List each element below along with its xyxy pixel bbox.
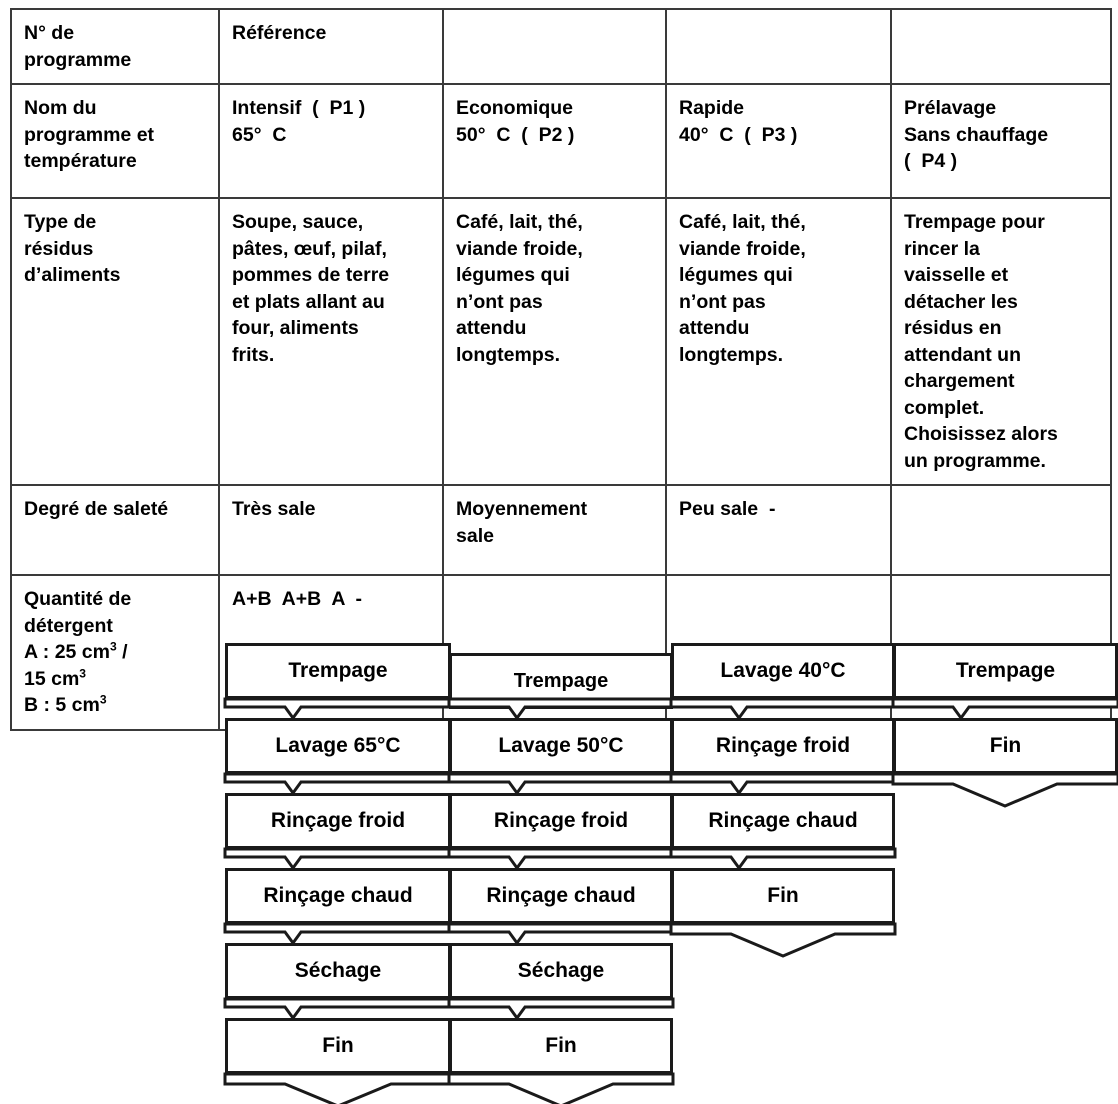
cell-p1-name [219, 84, 443, 198]
text-line-detergent-b [24, 692, 208, 719]
cell-header-empty-2 [666, 9, 891, 84]
flow-step-p1-6[interactable] [225, 1018, 451, 1074]
flow-arrow-p2-4 [449, 924, 673, 943]
flow-step-p1-1[interactable] [225, 643, 451, 699]
text-line: complet. [904, 396, 985, 419]
program-table [10, 8, 1112, 731]
text-line: Café, lait, thé, [679, 211, 806, 234]
detergent-a-value: A : 25 cm [24, 641, 110, 664]
text-line: 50° C ( P2 ) [456, 123, 575, 146]
text-line-detergent-a2 [24, 666, 208, 693]
text-line: rincer la [904, 237, 980, 260]
text-line: Soupe, sauce, [232, 211, 364, 234]
flow-step-label: Fin [989, 734, 1022, 758]
text-line: Prélavage [904, 97, 997, 120]
flow-step-label: Lavage 65°C [275, 734, 401, 758]
text-line: température [24, 150, 137, 173]
cell-header-empty-1 [443, 9, 666, 84]
cell-reference [219, 9, 443, 84]
cell-p2-name [443, 84, 666, 198]
text-line: détacher les [904, 290, 1018, 313]
table-row-dirtiness [11, 485, 1111, 575]
text-line: résidus en [904, 317, 1002, 340]
flow-arrow-p3-3 [671, 849, 895, 868]
flow-arrow-p1-2 [225, 774, 451, 793]
text-line: longtemps. [679, 343, 784, 366]
flow-step-label: Séchage [294, 959, 382, 983]
text-line: pâtes, œuf, pilaf, [232, 237, 387, 260]
flow-step-label: Rinçage chaud [708, 809, 858, 833]
flow-step-label: Trempage [955, 659, 1056, 683]
cell-programme-number [11, 9, 219, 84]
cell-label-residue-type [11, 198, 219, 485]
flow-step-p4-1[interactable] [893, 643, 1118, 699]
flow-step-label: Fin [322, 1034, 354, 1058]
cell-p3-dirtiness [666, 485, 891, 575]
detergent-a2-value: 15 cm [24, 667, 80, 690]
cell-label-program-name [11, 84, 219, 198]
cube-exponent: 3 [109, 639, 117, 654]
text-line: et plats allant au [232, 290, 385, 313]
flow-step-p2-2[interactable] [449, 718, 673, 774]
detergent-b-value: B : 5 cm [24, 694, 100, 717]
flow-arrow-p2-1 [449, 699, 673, 718]
flow-step-p2-6[interactable] [449, 1018, 673, 1074]
flow-step-label: Lavage 40°C [720, 659, 846, 683]
text-line: Sans chauffage [904, 123, 1049, 146]
flow-arrow-p1-3 [225, 849, 451, 868]
flow-step-p3-2[interactable] [671, 718, 895, 774]
text-line: Intensif ( P1 ) [232, 97, 366, 120]
cell-p3-name [666, 84, 891, 198]
text-line: attendant un [904, 343, 1021, 366]
text-line: A+B A+B A - [232, 588, 363, 611]
text-line: Type de [24, 211, 97, 234]
text-line: Economique [456, 97, 574, 120]
text-line-detergent-a [24, 639, 208, 666]
text-line: un programme. [904, 449, 1046, 472]
flow-step-label: Rinçage froid [493, 809, 629, 833]
text-line: attendu [679, 317, 750, 340]
text-line: programme et [24, 123, 155, 146]
flow-step-p1-2[interactable] [225, 718, 451, 774]
text-line: programme [24, 48, 132, 71]
flow-arrow-p2-end [449, 1074, 673, 1104]
flow-arrow-p2-2 [449, 774, 673, 793]
detergent-a-suffix: / [116, 641, 128, 664]
text-line: n’ont pas [679, 290, 766, 313]
text-line: chargement [904, 370, 1015, 393]
text-line: Peu sale - [679, 498, 776, 521]
text-line: frits. [232, 343, 275, 366]
flow-step-p1-3[interactable] [225, 793, 451, 849]
text-line: Très sale [232, 498, 316, 521]
text-line: Choisissez alors [904, 423, 1058, 446]
flow-step-p4-2[interactable] [893, 718, 1118, 774]
cell-p2-residue [443, 198, 666, 485]
text-line: Café, lait, thé, [456, 211, 583, 234]
flow-arrow-p4-1 [893, 699, 1118, 718]
flow-step-label: Rinçage chaud [263, 884, 413, 908]
flow-arrow-p3-2 [671, 774, 895, 793]
flow-step-p3-3[interactable] [671, 793, 895, 849]
text-line: légumes qui [679, 264, 793, 287]
text-line: Rapide [679, 97, 745, 120]
text-line: Référence [232, 22, 327, 44]
flow-step-label: Rinçage chaud [486, 884, 636, 908]
flow-step-label: Rinçage froid [270, 809, 406, 833]
text-line: pommes de terre [232, 264, 390, 287]
text-line: d’aliments [24, 264, 121, 287]
cell-p4-dirtiness [891, 485, 1111, 575]
flow-step-label: Fin [767, 884, 799, 908]
flow-arrow-p2-5 [449, 999, 673, 1018]
cell-p1-residue [219, 198, 443, 485]
table-row-program-name [11, 84, 1111, 198]
text-line: 40° C ( P3 ) [679, 123, 798, 146]
flow-step-p2-3[interactable] [449, 793, 673, 849]
flow-arrow-p1-5 [225, 999, 451, 1018]
flow-arrow-p3-end [671, 924, 895, 956]
text-line: légumes qui [456, 264, 570, 287]
cube-exponent: 3 [99, 692, 107, 707]
text-line: attendu [456, 317, 527, 340]
flow-arrow-p4-end [893, 774, 1118, 806]
text-line: détergent [24, 614, 113, 637]
text-line: résidus [24, 237, 94, 260]
text-line: longtemps. [456, 343, 561, 366]
text-line: Moyennement [456, 498, 588, 521]
flow-step-p3-4[interactable] [671, 868, 895, 924]
flow-arrow-p2-3 [449, 849, 673, 868]
cell-p4-name [891, 84, 1111, 198]
flow-step-label: Rinçage froid [715, 734, 851, 758]
flow-step-p1-5[interactable] [225, 943, 451, 999]
cell-p2-dirtiness [443, 485, 666, 575]
flow-step-label: Trempage [513, 670, 609, 692]
flow-step-p1-4[interactable] [225, 868, 451, 924]
cell-label-detergent [11, 575, 219, 730]
table-row-header [11, 9, 1111, 84]
text-line: Nom du [24, 97, 97, 120]
text-line: vaisselle et [904, 264, 1009, 287]
text-line: Trempage pour [904, 211, 1045, 234]
text-line: Quantité de [24, 588, 132, 611]
flow-arrow-p1-1 [225, 699, 451, 718]
flow-step-p3-1[interactable] [671, 643, 895, 699]
text-line: sale [456, 524, 494, 547]
cell-p1-dirtiness [219, 485, 443, 575]
text-line: four, aliments [232, 317, 359, 340]
text-line: 65° C [232, 123, 287, 146]
flow-step-label: Trempage [288, 659, 388, 683]
cube-exponent: 3 [79, 666, 87, 681]
flow-step-label: Lavage 50°C [498, 734, 624, 758]
flow-step-p2-5[interactable] [449, 943, 673, 999]
text-line: N° de [24, 22, 75, 44]
text-line: Degré de saleté [24, 498, 169, 521]
text-line: ( P4 ) [904, 150, 958, 173]
flow-step-p2-4[interactable] [449, 868, 673, 924]
cell-header-empty-3 [891, 9, 1111, 84]
flow-step-label: Fin [545, 1034, 577, 1058]
flow-arrow-p3-1 [671, 699, 895, 718]
text-line: viande froide, [456, 237, 583, 260]
cell-p3-residue [666, 198, 891, 485]
flow-step-label: Séchage [517, 959, 605, 983]
table-row-residue-type [11, 198, 1111, 485]
flow-arrow-p1-end [225, 1074, 451, 1104]
flow-arrow-p1-4 [225, 924, 451, 943]
text-line: n’ont pas [456, 290, 543, 313]
text-line: viande froide, [679, 237, 806, 260]
cell-p4-residue [891, 198, 1111, 485]
cell-label-dirtiness [11, 485, 219, 575]
